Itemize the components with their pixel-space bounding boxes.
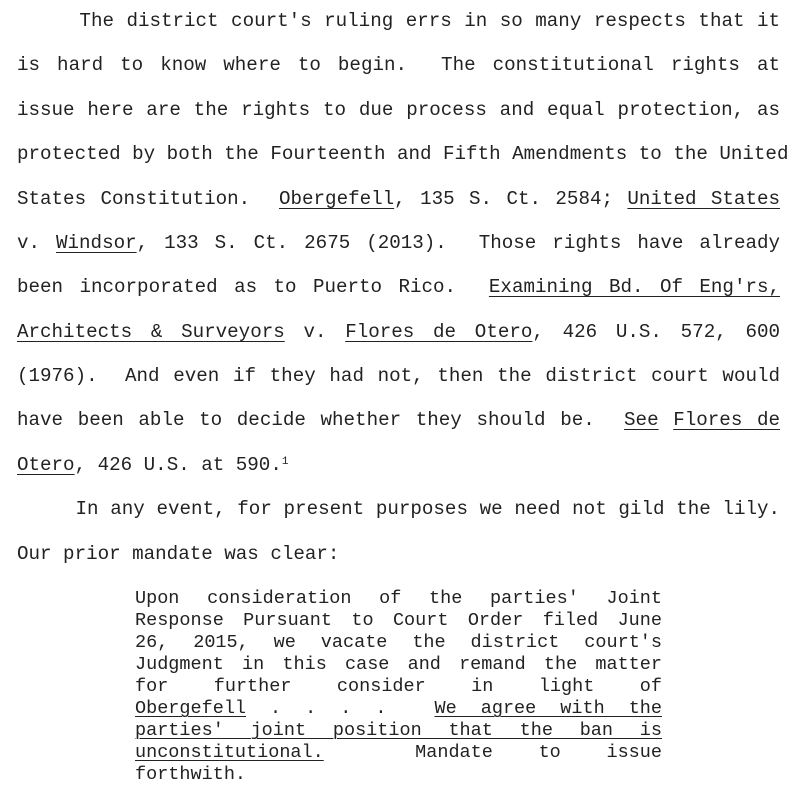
text: Our prior mandate was clear: bbox=[17, 543, 340, 565]
paragraph-1-line-11 bbox=[17, 454, 780, 476]
text: (1976). And even if they had not, then the district court would bbox=[17, 365, 780, 387]
case-citation-flores-de-otero: Flores de Otero bbox=[345, 321, 533, 343]
blockquote-line-2 bbox=[135, 610, 662, 632]
text: issue here are the rights to due process and equal protection, as bbox=[17, 99, 780, 121]
blockquote-line-8 bbox=[135, 742, 662, 764]
blockquote-line-7 bbox=[135, 720, 662, 742]
case-citation-united-states: United States bbox=[627, 188, 780, 210]
blockquote-line-9 bbox=[135, 764, 662, 786]
underlined-emphasis: parties' joint position that the ban is bbox=[135, 720, 662, 741]
paragraph-2-line-1 bbox=[17, 498, 780, 520]
text: , 133 S. Ct. 2675 (2013). Those rights have already bbox=[136, 232, 781, 254]
paragraph-1-line-3 bbox=[17, 99, 780, 121]
text: , 135 S. Ct. 2584; bbox=[394, 188, 628, 210]
case-citation-obergefell: Obergefell bbox=[279, 188, 395, 210]
text: protected by both the Fourteenth and Fifth Amendments to the United bbox=[17, 143, 789, 165]
blockquote-line-4 bbox=[135, 654, 662, 676]
text: . . . . bbox=[246, 698, 435, 719]
text: v. bbox=[284, 321, 346, 343]
text bbox=[659, 409, 674, 431]
case-citation-flores-de: Flores de bbox=[673, 409, 781, 431]
text: forthwith. bbox=[135, 764, 247, 785]
paragraph-1-line-10 bbox=[17, 409, 780, 431]
case-citation-obergefell-quote: Obergefell bbox=[135, 698, 247, 719]
text: been incorporated as to Puerto Rico. bbox=[17, 276, 489, 298]
citation-signal-see: See bbox=[624, 409, 659, 431]
paragraph-1-line-2 bbox=[17, 54, 780, 76]
underlined-emphasis: We agree with the bbox=[434, 698, 662, 719]
paragraph-1-line-8 bbox=[17, 321, 780, 343]
case-citation-windsor: Windsor bbox=[56, 232, 137, 254]
paragraph-2-line-2 bbox=[17, 543, 780, 565]
blockquote-line-6 bbox=[135, 698, 662, 720]
paragraph-1-line-6 bbox=[17, 232, 780, 254]
text: , 426 U.S. 572, 600 bbox=[532, 321, 780, 343]
paragraph-1-line-4 bbox=[17, 143, 789, 165]
text: is hard to know where to begin. The constitutional rights at bbox=[17, 54, 780, 76]
text: Response Pursuant to Court Order filed June bbox=[135, 610, 662, 631]
footnote-reference[interactable]: 1 bbox=[281, 456, 289, 468]
case-citation-otero: Otero bbox=[17, 454, 75, 476]
text: Upon consideration of the parties' Joint bbox=[135, 588, 662, 609]
text: v. bbox=[17, 232, 57, 254]
paragraph-1-line-9 bbox=[17, 365, 780, 387]
text: for further consider in light of bbox=[135, 676, 662, 697]
text: , 426 U.S. at 590. bbox=[74, 454, 282, 476]
text: The district court's ruling errs in so many respects that it bbox=[17, 10, 780, 32]
text: Judgment in this case and remand the matter bbox=[135, 654, 662, 675]
paragraph-1-line-1 bbox=[17, 10, 780, 32]
underlined-emphasis: unconstitutional. bbox=[135, 742, 324, 763]
paragraph-1-line-7 bbox=[17, 276, 780, 298]
text: have been able to decide whether they should be. bbox=[17, 409, 625, 431]
blockquote-line-3 bbox=[135, 632, 662, 654]
blockquote-line-1 bbox=[135, 588, 662, 610]
case-citation-architects: Architects & Surveyors bbox=[17, 321, 285, 343]
text: In any event, for present purposes we need not gild the lily. bbox=[17, 498, 780, 520]
text: 26, 2015, we vacate the district court's bbox=[135, 632, 662, 653]
text: Mandate to issue bbox=[323, 742, 662, 763]
case-citation-examining-bd: Examining Bd. Of Eng'rs, bbox=[488, 276, 780, 298]
blockquote-line-5 bbox=[135, 676, 662, 698]
paragraph-1-line-5 bbox=[17, 188, 780, 210]
text: States Constitution. bbox=[17, 188, 279, 210]
